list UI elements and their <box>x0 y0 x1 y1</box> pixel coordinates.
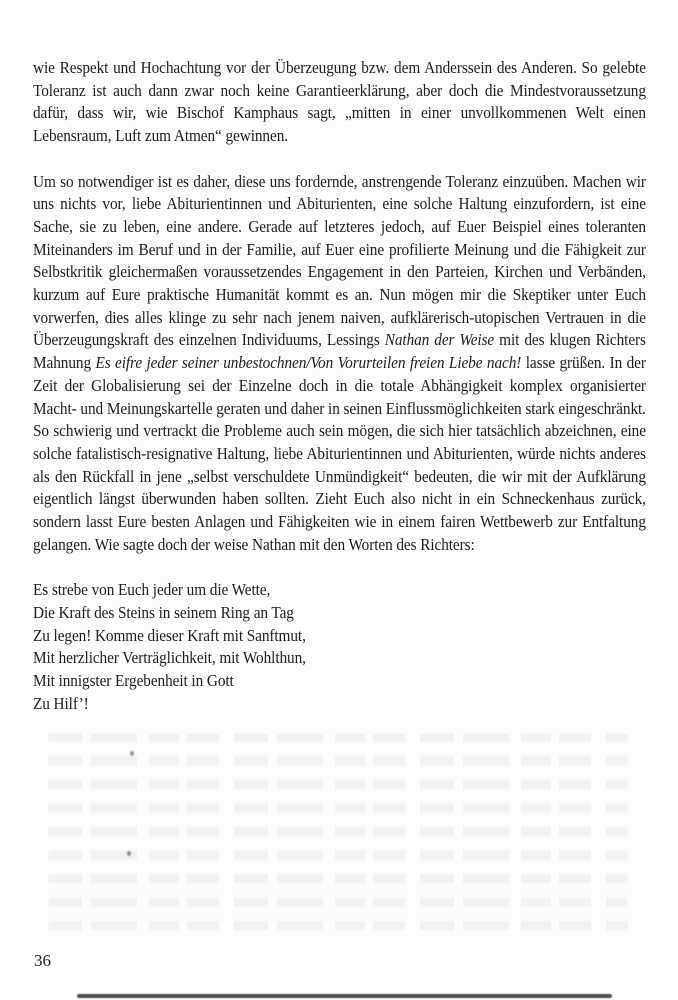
italic-work-title: Nathan der Weise <box>384 330 495 350</box>
paragraph-main <box>33 171 646 557</box>
poem-line: Zu legen! Komme dieser Kraft mit Sanftmut, <box>33 625 306 645</box>
scan-speck-artifact <box>130 751 134 756</box>
paragraph-continuation: wie Respekt und Hochachtung vor der Überzeugung bzw. dem Anderssein des Anderen. So gelebte Toleranz ist auch dann zwar noch keine Garantieerklärung, aber doch die Mindestvoraussetzung dafür, dass wir, wie Bischof Kamphaus sagt, „mitten in einer unvollkommenen Welt einen Lebensraum, Luft zum Atmen“ gewinnen. <box>33 58 646 146</box>
poem-line: Mit innigster Ergebenheit in Gott <box>33 670 234 690</box>
scan-speck-artifact <box>127 851 131 856</box>
poem-line: Mit herzlicher Verträglichkeit, mit Wohlthun, <box>33 648 306 668</box>
paragraph-text: lasse grüßen. In der Zeit der Globalisierung sei der Einzelne doch in die totale Abhängigkeit komplex organisierter Macht- und Meinungskartelle geraten und daher in seinen Einflussmöglichkeiten stark eingeschränkt. So schwierig und vertrackt die Probleme auch sein mögen, die sich hier tatsächlich abzeichnen, eine solche fatalistisch-resignative Haltung, liebe Abiturientinnen und Abiturienten, würde nichts anderes als den Rückfall in jene „selbst verschuldete Unmündigkeit“ bedeuten, die wir mit der Aufklärung eigentlich längst überwunden haben sollten. Zieht Euch also nicht in ein Schneckenhaus zurück, sondern lasst Eure besten Anlagen und Fähigkeiten wie in einem fairen Wettbewerb zur Entfaltung gelangen. Wie sagte doch der weise Nathan mit den Worten des Richters: <box>33 353 646 554</box>
page-text-block <box>33 57 646 715</box>
poem-line: Zu Hilf’! <box>33 693 89 713</box>
paragraph-text: Um so notwendiger ist es daher, diese uns fordernde, anstrengende Toleranz einzuüben. Machen wir uns nichts vor, liebe Abiturientinnen und Abiturienten, eine solche Haltung einzufordern, ist eine Sache, sie zu leben, eine andere. Gerade auf letzteres jedoch, auf Euer Beispiel eines toleranten Miteinanders im Beruf und in der Familie, auf Euer eine profilierte Meinung und die Fähigkeit zur Selbstkritik gleichermaßen voraussetzendes Engagement in den Parteien, Kirchen und Verbänden, kurzum auf Eure praktische Humanität kommt es an. Nun mögen mir die Skeptiker unter Euch vorwerfen, dies alles klinge zu sehr nach jenem naiven, aufklärerisch-utopischen Vertrauen in die Überzeugungskraft des einzelnen Individuums, Lessings <box>33 171 646 350</box>
paragraph-text: mit des klugen Richters Mahnung <box>33 330 646 373</box>
page-number: 36 <box>34 951 51 970</box>
poem-line: Es strebe von Euch jeder um die Wette, <box>33 580 271 600</box>
scan-edge-artifact <box>77 994 612 998</box>
poem-quote <box>33 579 646 715</box>
italic-citation: Es eifre jeder seiner unbestochnen/Von Vorurteilen freien Liebe nach! <box>95 353 522 373</box>
bleed-through-text-artifact <box>48 733 628 940</box>
poem-line: Die Kraft des Steins in seinem Ring an Tag <box>33 602 294 622</box>
